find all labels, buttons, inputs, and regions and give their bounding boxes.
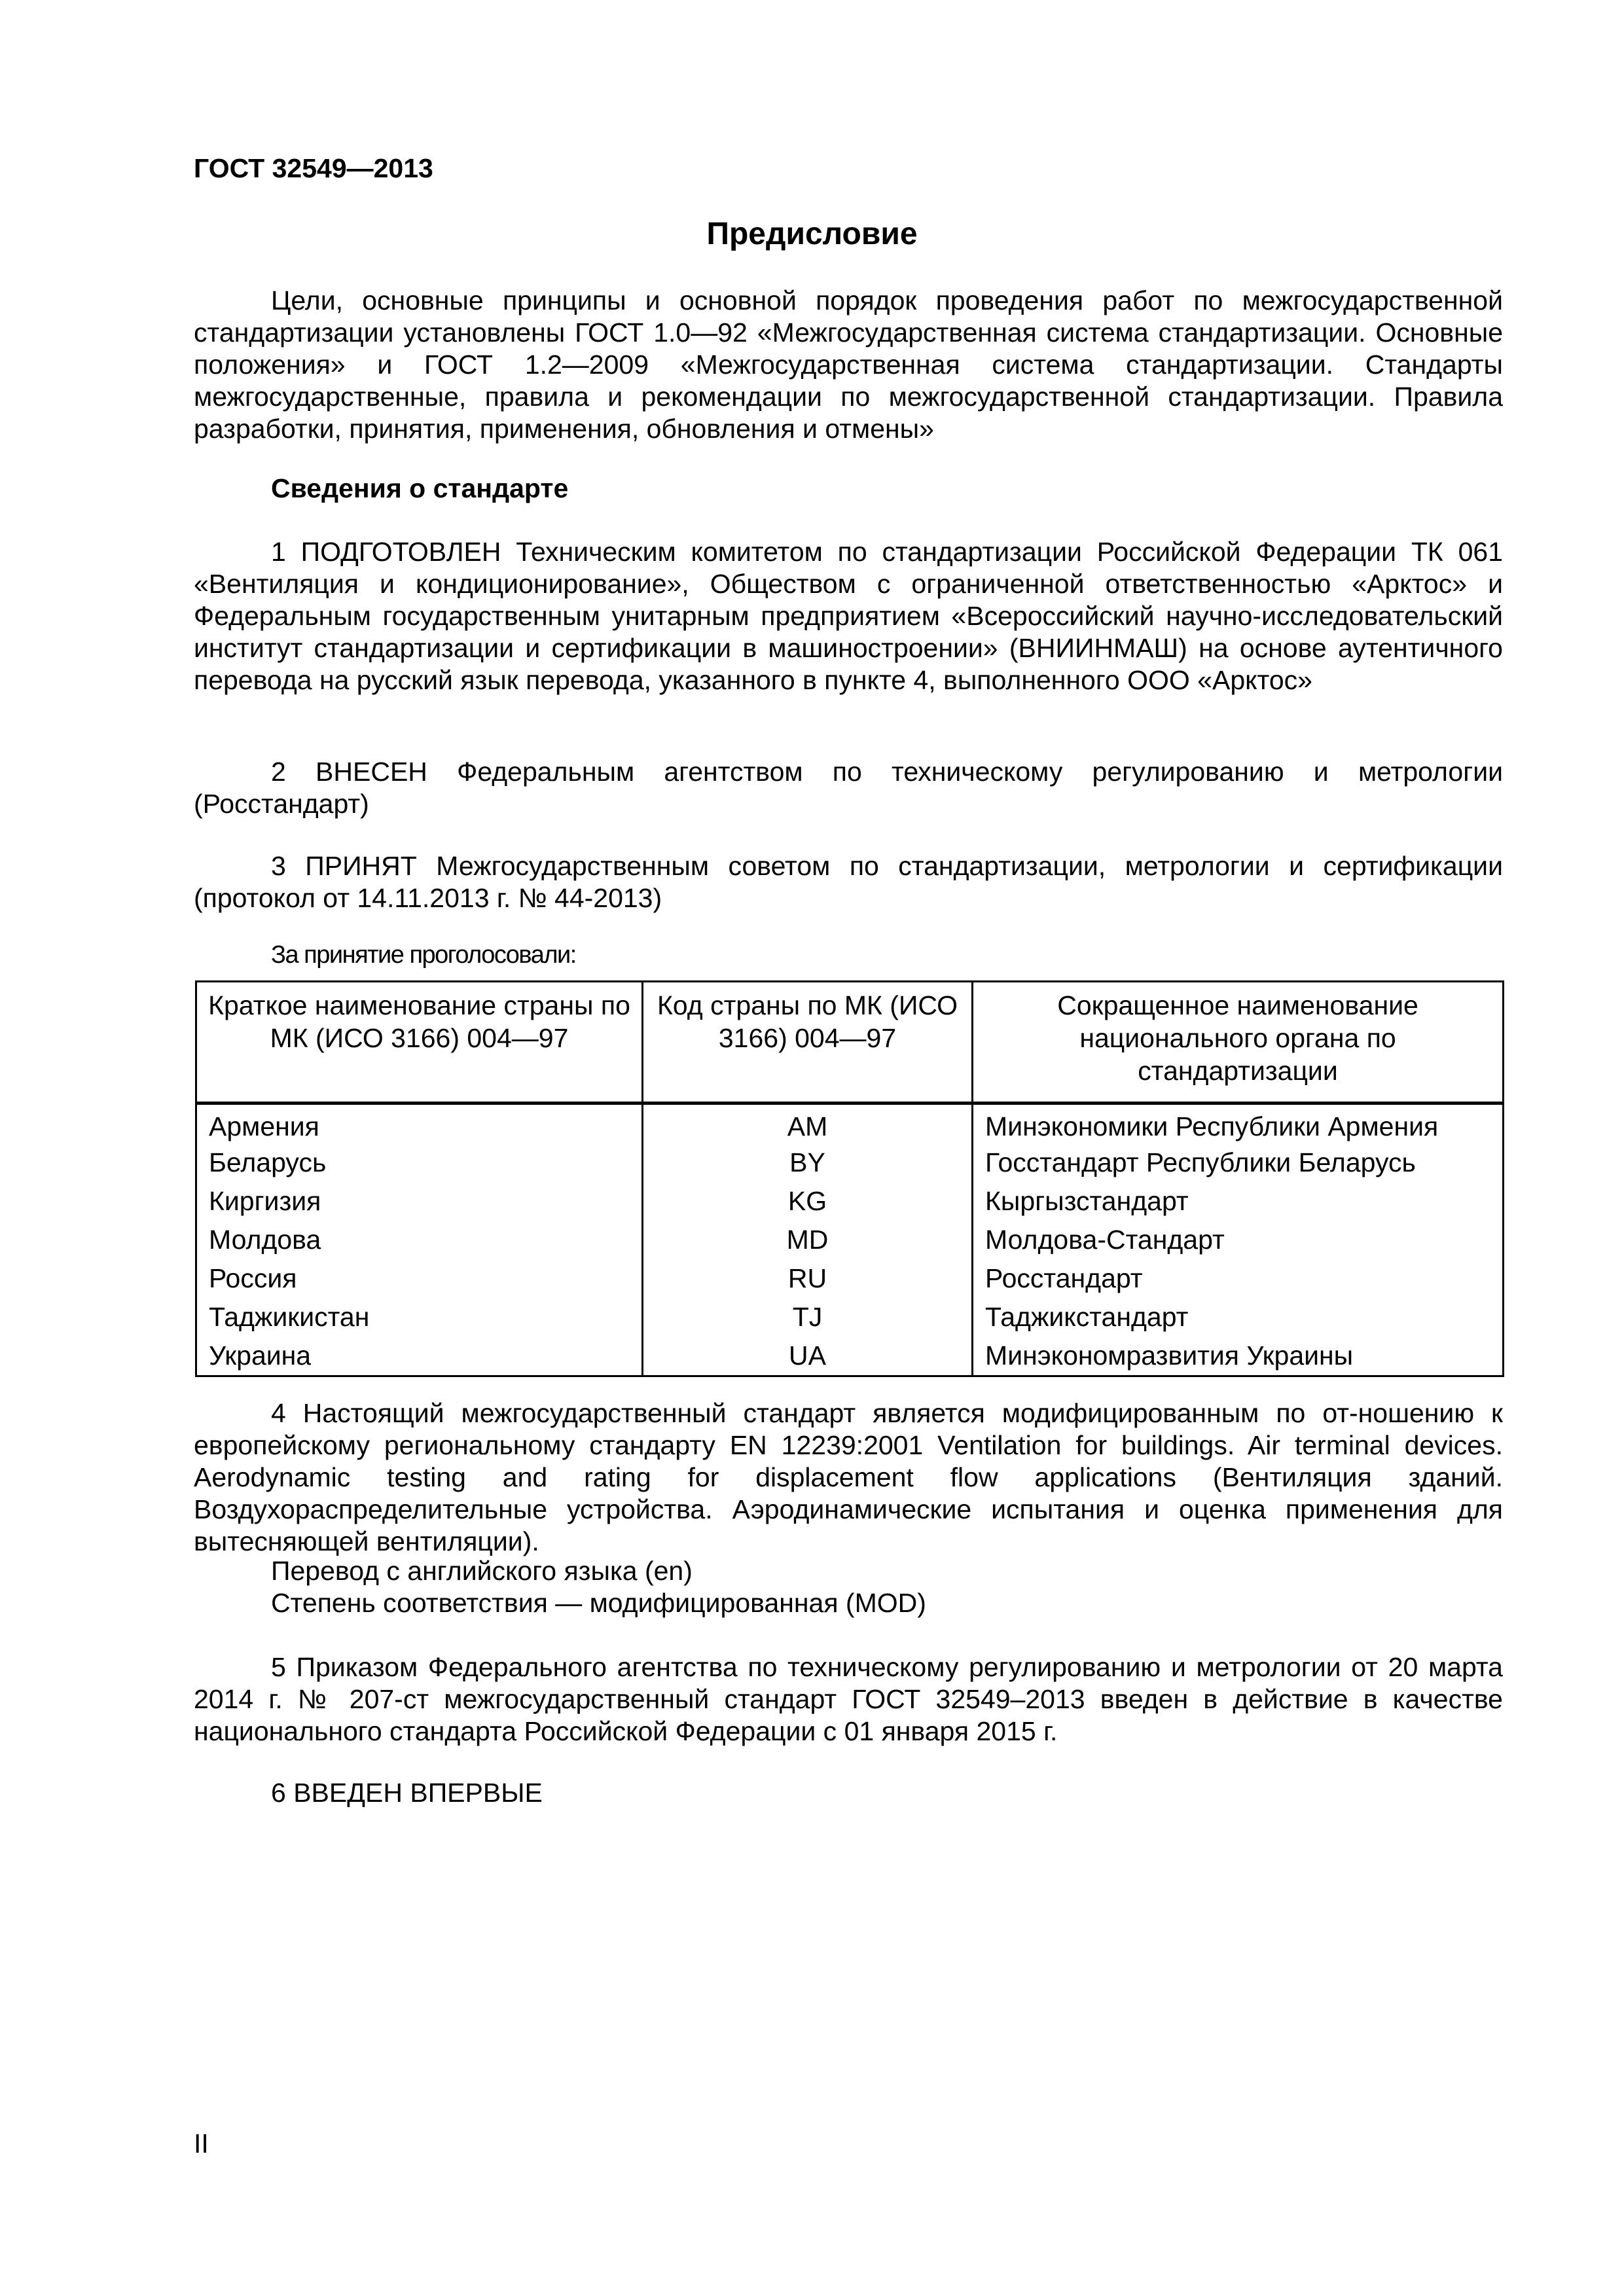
header-national-body: Сокращенное наименование национального органа по стандартизации — [973, 982, 1504, 1103]
national-body-cell: Минэкономразвития Украины — [973, 1336, 1504, 1376]
country-name-cell: Молдова — [196, 1221, 643, 1259]
table-row — [196, 1259, 1504, 1298]
page-number: II — [194, 2128, 209, 2159]
country-name-cell: Украина — [196, 1336, 643, 1376]
intro-paragraph: Цели, основные принципы и основной порядок проведения работ по межгосударственной стандартизации установлены ГОСТ 1.0—92 «Межгосударственная система стандартизации. Основные положения» и ГОСТ 1.2—2009 «Межгосударственная система стандартизации. Стандарты межгосударственные, правила и рекомендации по межгосударственной стандартизации. Правила разработки, принятия, применения, обновления и отмены» — [194, 285, 1503, 444]
table-caption: За принятие проголосовали: — [271, 941, 576, 969]
page-title: Предисловие — [706, 217, 918, 251]
table-row — [196, 1221, 1504, 1259]
item-2-submitted: 2 ВНЕСЕН Федеральным агентством по техническому регулированию и метрологии (Росстандарт) — [194, 757, 1503, 819]
item-1-prepared: 1 ПОДГОТОВЛЕН Техническим комитетом по стандартизации Российской Федерации ТК 061 «Вентиляция и кондиционирование», Обществом с ограниченной ответственностью «Арктос» и Федеральным государственным унитарным предприятием «Всероссийский научно-исследовательский институт стандартизации и сертификации в машиностроении» (ВНИИНМАШ) на основе аутентичного перевода на русский язык перевода, указанного в пункте 4, выполненного ООО «Арктос» — [194, 537, 1503, 695]
country-name-cell: Таджикистан — [196, 1298, 643, 1336]
country-code-cell: UA — [642, 1336, 972, 1376]
country-name-cell: Киргизия — [196, 1182, 643, 1221]
item-4-translation-note: Перевод с английского языка (en) — [271, 1556, 693, 1586]
country-code-cell: AM — [642, 1103, 972, 1144]
national-body-cell: Кыргызстандарт — [973, 1182, 1504, 1221]
table-row — [196, 1143, 1504, 1182]
national-body-cell: Росстандарт — [973, 1259, 1504, 1298]
header-country-code: Код страны по МК (ИСО 3166) 004—97 — [642, 982, 972, 1103]
country-code-cell: RU — [642, 1259, 972, 1298]
country-code-cell: KG — [642, 1182, 972, 1221]
header-country-name: Краткое наименование страны по МК (ИСО 3166) 004—97 — [196, 982, 643, 1103]
table-row — [196, 1103, 1504, 1144]
table-header-row — [196, 982, 1504, 1103]
country-code-cell: MD — [642, 1221, 972, 1259]
info-heading: Сведения о стандарте — [271, 473, 569, 503]
table-row — [196, 1298, 1504, 1336]
country-name-cell: Россия — [196, 1259, 643, 1298]
country-code-cell: BY — [642, 1143, 972, 1182]
document-code-header: ГОСТ 32549—2013 — [194, 153, 433, 183]
country-name-cell: Армения — [196, 1103, 643, 1144]
item-6-first-introduced: 6 ВВЕДЕН ВПЕРВЫЕ — [271, 1778, 543, 1808]
national-body-cell: Молдова-Стандарт — [973, 1221, 1504, 1259]
country-code-cell: TJ — [642, 1298, 972, 1336]
national-body-cell: Госстандарт Республики Беларусь — [973, 1143, 1504, 1182]
national-body-cell: Минэкономики Республики Армения — [973, 1103, 1504, 1144]
item-4-modified: 4 Настоящий межгосударственный стандарт является модифицированным по от-ношению к европейскому региональному стандарту EN 12239:2001 Ventilation for buildings. Air terminal devices. Aerodynamic testing and rating for displacement flow applications (Вентиляция зданий. Воздухораспределительные устройства. Аэродинамические испытания и оценка применения для вытесняющей вентиляции). — [194, 1398, 1503, 1556]
table-row — [196, 1182, 1504, 1221]
table-row — [196, 1336, 1504, 1376]
item-4-degree-note: Степень соответствия — модифицированная (MOD) — [271, 1588, 926, 1618]
voting-countries-table — [195, 980, 1504, 1377]
country-name-cell: Беларусь — [196, 1143, 643, 1182]
national-body-cell: Таджикстандарт — [973, 1298, 1504, 1336]
item-5-enacted: 5 Приказом Федерального агентства по техническому регулированию и метрологии от 20 марта 2014 г. № 207-ст межгосударственный стандарт ГОСТ 32549–2013 введен в действие в качестве национального стандарта Российской Федерации с 01 января 2015 г. — [194, 1652, 1503, 1746]
item-3-adopted: 3 ПРИНЯТ Межгосударственным советом по стандартизации, метрологии и сертификации (протокол от 14.11.2013 г. № 44-2013) — [194, 851, 1503, 913]
